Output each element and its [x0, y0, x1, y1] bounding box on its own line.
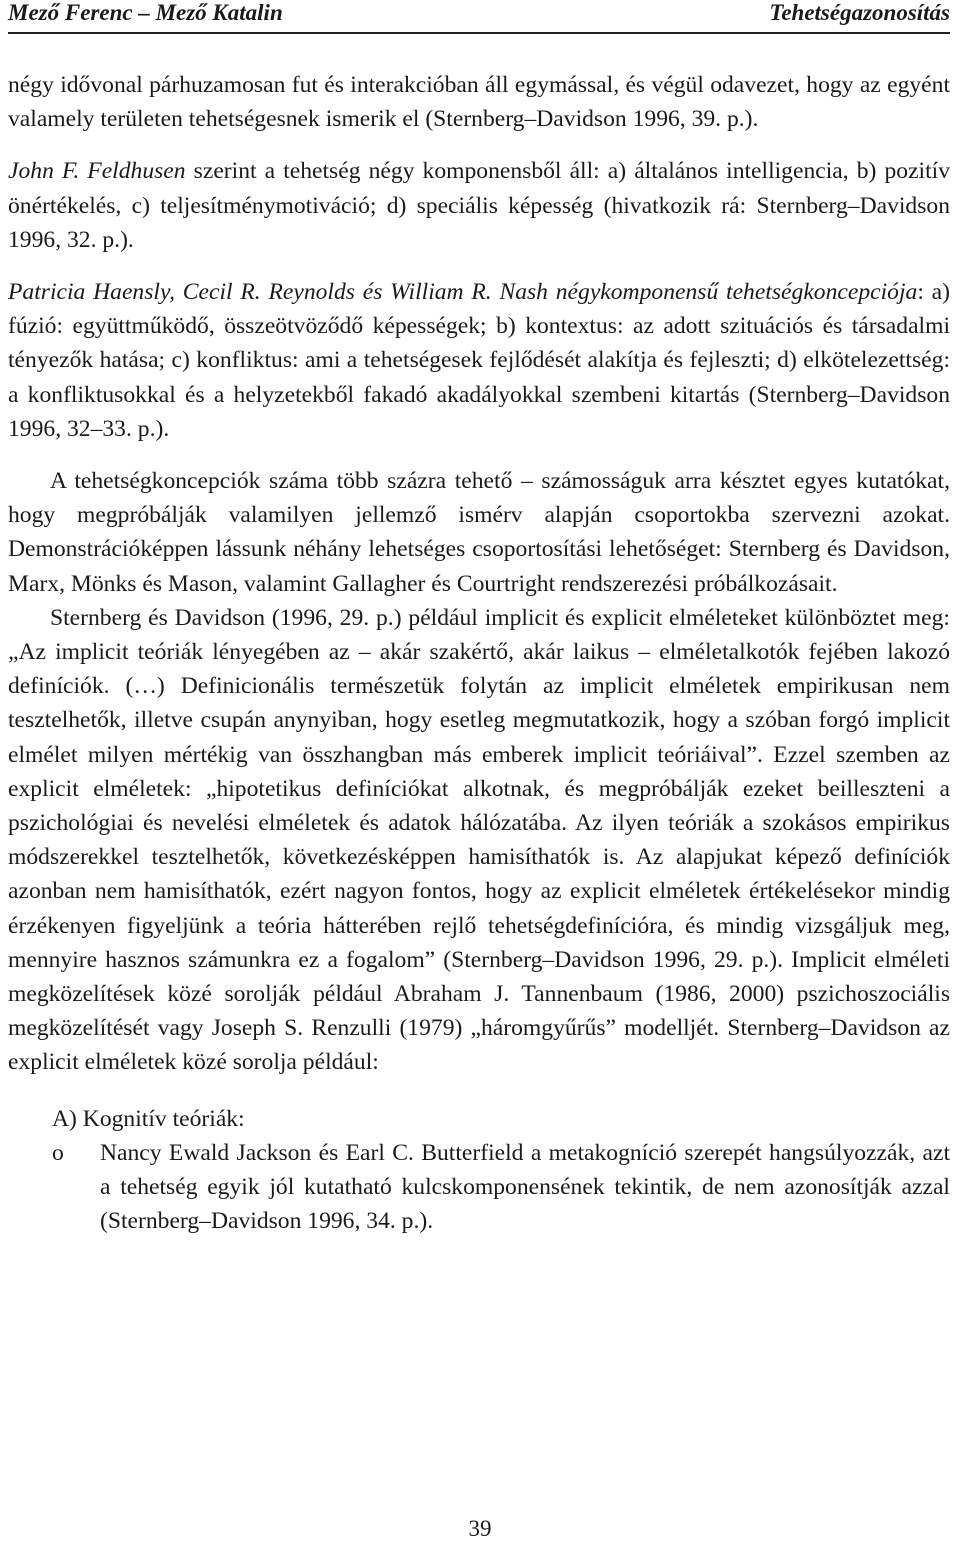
author-name: John F. Feldhusen	[8, 158, 186, 185]
concept-title: Patricia Haensly, Cecil R. Reynolds és William R. Nash négykomponensű tehetségkoncepciója	[8, 279, 918, 306]
paragraph-feldhusen	[8, 154, 950, 257]
header-authors: Mező Ferenc – Mező Katalin	[8, 0, 283, 25]
running-header	[8, 0, 950, 34]
paragraph-haensly	[8, 275, 950, 446]
list-item-text: Nancy Ewald Jackson és Earl C. Butterfield a metakogníció szerepét hangsúlyozzák, azt a tehetség egyik jól kutatható kulcskomponensének tekintik, de nem azonosítják azzal (Sternberg–Davidson 1996, 34. p.).	[100, 1139, 950, 1235]
bullet-marker: o	[52, 1139, 64, 1166]
list-item	[8, 1136, 950, 1239]
paragraph-text: : a) fúzió: együttműködő, összeötvöződő képességek; b) kontextus: az adott szituációs és társadalmi tényezők hatása; c) konfliktus: ami a tehetségesek fejlődését alakítja és fejleszti; d) elkötelezettség: a konfliktusokkal és a helyzetekből fakadó akadályokkal szembeni kitartás (Sternberg–Davidson 1996, 32–33. p.).	[8, 279, 950, 442]
page-number: 39	[468, 1516, 492, 1541]
paragraph-sternberg-davidson: Sternberg és Davidson (1996, 29. p.) például implicit és explicit elméleteket különböztet meg: „Az implicit teóriák lényegében az – akár szakértő, akár laikus – elméletalkotók fejében lakozó definíciók. (…) Definicionális természetük folytán az implicit elméletek empirikusan nem tesztelhetők, illetve csupán anynyiban, hogy esetleg megmutatkozik, hogy a szóban forgó implicit elmélet milyen mértékig van összhangban más emberek implicit teóriáival”. Ezzel szemben az explicit elméletek: „hipotetikus definíciókat alkotnak, és megpróbálják ezeket beilleszteni a pszichológiai és nevelési elméletek és adatok hálózatába. Az ilyen teóriák a szokásos empirikus módszerekkel tesztelhetők, következésképpen hamisíthatók is. Az alapjukat képező definíciók azonban nem hamisíthatók, ezért nagyon fontos, hogy az explicit elméletek értékelésekor mindig érzékenyen figyeljünk a teória hátterében rejlő tehetségdefinícióra, és mindig vizsgáljuk meg, mennyire hasznos számunkra ez a fogalom” (Sternberg–Davidson 1996, 29. p.). Implicit elméleti megközelítések közé sorolják például Abraham J. Tannenbaum (1986, 2000) pszichoszociális megközelítését vagy Joseph S. Renzulli (1979) „háromgyűrűs” modelljét. Sternberg–Davidson az explicit elméletek közé sorolja például:	[8, 604, 950, 1076]
paragraph-text: szerint a tehetség négy komponensből áll: a) általános intelligencia, b) pozitív önértékelés, c) teljesítménymotiváció; d) speciális képesség (hivatkozik rá: Sternberg–Davidson 1996, 32. p.).	[8, 158, 951, 253]
paragraph-continuation: négy idővonal párhuzamosan fut és interakcióban áll egymással, és végül odavezet, hogy az egyént valamely területen tehetségesnek ismerik el (Sternberg–Davidson 1996, 39. p.).	[8, 72, 950, 133]
paragraph-concepts: A tehetségkoncepciók száma több százra tehető – számosságuk arra késztet egyes kutatókat, hogy megpróbálják valamilyen jellemző ismérv alapján csoportokba szervezni azokat. Demonstrációképpen lássunk néhány lehetséges csoportosítási lehetőséget: Sternberg és Davidson, Marx, Mönks és Mason, valamint Gallagher és Courtright rendszerezési próbálkozásait.	[8, 468, 950, 597]
list-title: A) Kognitív teóriák:	[52, 1105, 245, 1132]
header-title: Tehetségazonosítás	[769, 0, 950, 25]
page-body	[8, 68, 950, 1239]
